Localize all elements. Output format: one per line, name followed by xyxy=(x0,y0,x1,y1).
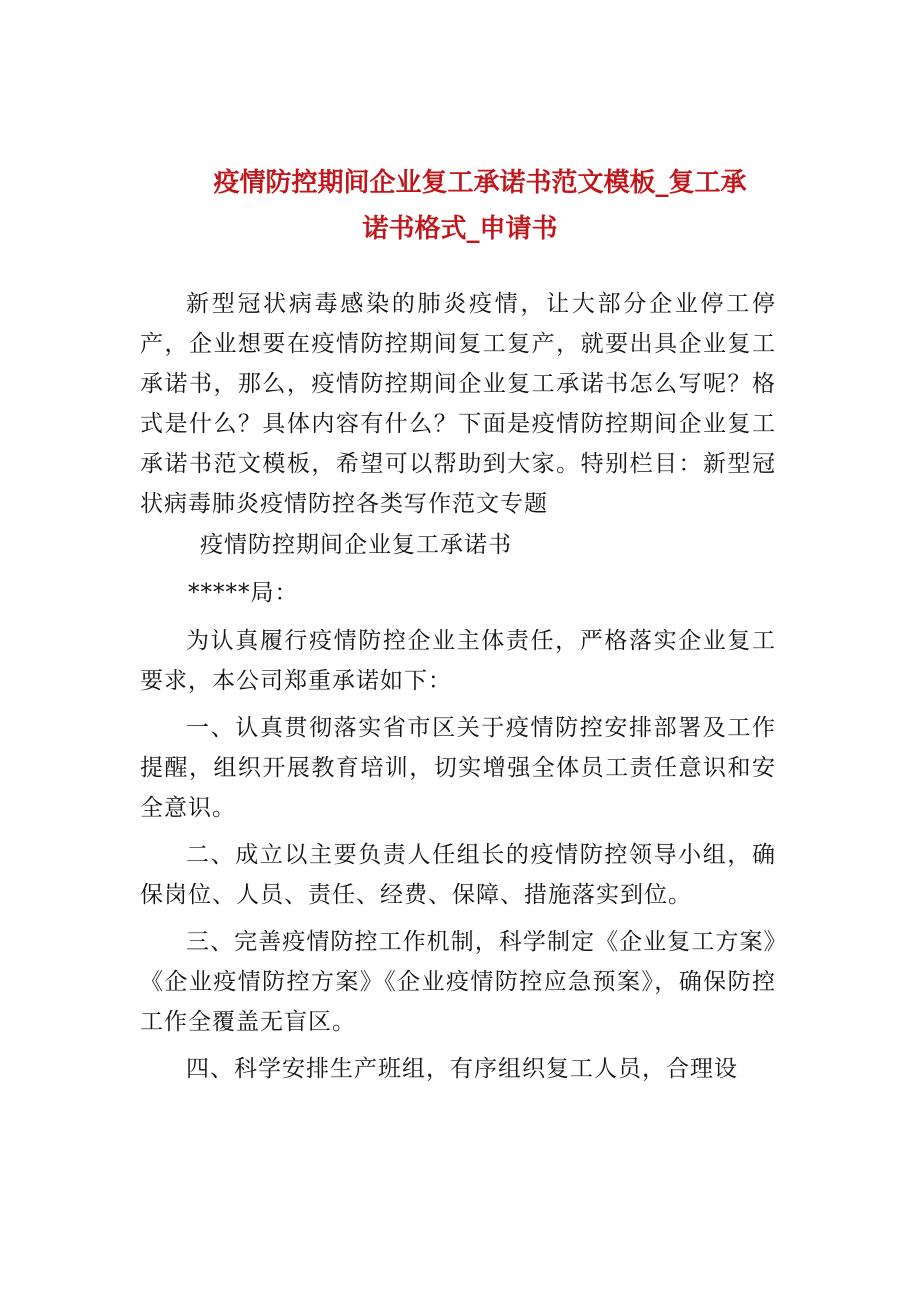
title-line-2: 诺书格式_申请书 xyxy=(362,214,558,244)
paragraph-item-4: 四、科学安排生产班组，有序组织复工人员，合理设 xyxy=(186,1056,738,1082)
intro-paragraph: 新型冠状病毒感染的肺炎疫情，让大部分企业停工停产，企业想要在疫情防控期间复工复产，就要出具企业复工承诺书，那么，疫情防控期间企业复工承诺书怎么写呢？格式是什么？具体内容有什么？下面是疫情防控期间企业复工承诺书范文模板，希望可以帮助到大家。特别栏目：新型冠状病毒肺炎疫情防控各类写作范文专题 xyxy=(140,291,776,517)
addressee: *****局： xyxy=(188,580,299,606)
document-body xyxy=(140,284,776,1089)
paragraph-item-2: 二、成立以主要负责人任组长的疫情防控领导小组，确保岗位、人员、责任、经费、保障、措施落实到位。 xyxy=(140,842,776,908)
paragraph-opening: 为认真履行疫情防控企业主体责任，严格落实企业复工要求，本公司郑重承诺如下： xyxy=(140,628,776,694)
paragraph-item-3: 三、完善疫情防控工作机制，科学制定《企业复工方案》《企业疫情防控方案》《企业疫情防控应急预案》，确保防控工作全覆盖无盲区。 xyxy=(140,929,776,1035)
letter-title: 疫情防控期间企业复工承诺书 xyxy=(200,532,512,558)
document-title xyxy=(140,160,780,252)
title-line-1: 疫情防控期间企业复工承诺书范文模板_复工承 xyxy=(213,168,747,198)
paragraph-item-1: 一、认真贯彻落实省市区关于疫情防控安排部署及工作提醒，组织开展教育培训，切实增强全体员工责任意识和安全意识。 xyxy=(140,715,776,821)
